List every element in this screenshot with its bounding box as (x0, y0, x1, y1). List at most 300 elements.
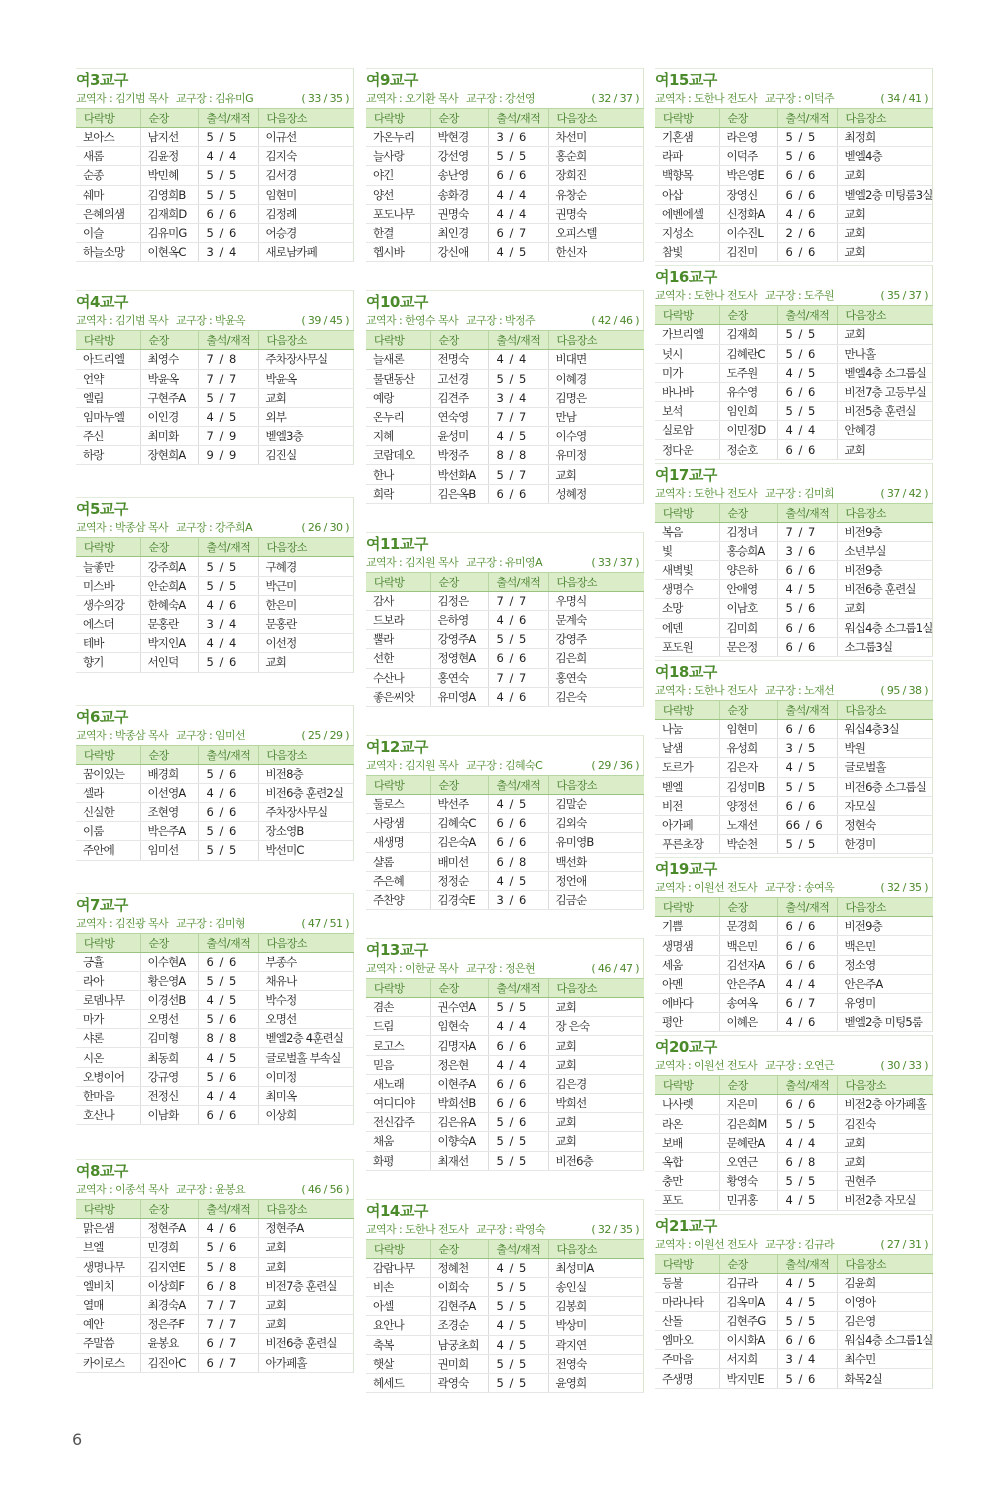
attendance: 6 / 6 (198, 1106, 258, 1125)
attendance: 5 / 5 (777, 835, 837, 854)
attendance: 6 / 8 (488, 852, 548, 871)
district-block (655, 265, 933, 459)
group-leader: 김경숙E (430, 890, 488, 909)
group-leader: 김정녀 (719, 522, 777, 541)
leader-label: 교구장 : 도주원 (765, 289, 835, 303)
group-leader: 강신애 (430, 243, 488, 262)
next-place: 주차장사무실 (258, 350, 354, 369)
attendance-count: ( 34 / 41 ) (880, 92, 928, 105)
pastor-label: 교역자 : 이원선 전도사 (655, 1059, 758, 1073)
next-place: 성혜정 (548, 484, 644, 503)
district-info (76, 727, 353, 745)
table-row (655, 719, 933, 738)
group-name: 둘로스 (366, 794, 430, 813)
group-name: 벧엘 (655, 777, 719, 796)
next-place: 교회 (837, 223, 933, 242)
district-title: 여6교구 (76, 705, 353, 727)
group-name: 정다운 (655, 440, 719, 459)
table-header-row (366, 979, 644, 998)
attendance: 7 / 7 (198, 1315, 258, 1334)
table-row (366, 388, 644, 407)
group-name: 주안에 (76, 841, 140, 860)
next-place: 정현숙 (837, 815, 933, 834)
next-place: 벧엘2층 미팅5룸 (837, 1013, 933, 1032)
attendance: 6 / 6 (777, 1095, 837, 1114)
attendance-count: ( 26 / 30 ) (301, 521, 349, 535)
district-info (76, 90, 353, 108)
leader-label: 교구장 : 김유미G (176, 92, 253, 105)
leader-label: 교구장 : 유미영A (466, 555, 542, 569)
attendance: 6 / 6 (777, 936, 837, 955)
pastor-label: 교역자 : 이종석 목사 (76, 1183, 169, 1197)
next-place: 비전8층 (258, 764, 354, 783)
table-row (655, 955, 933, 974)
table-row (655, 363, 933, 382)
group-leader: 조현영 (140, 802, 198, 821)
next-place: 구혜경 (258, 557, 354, 576)
attendance: 4 / 4 (488, 1055, 548, 1074)
group-leader: 안순희A (140, 576, 198, 595)
header-attendance: 출석/재적 (777, 503, 837, 522)
table-row (366, 427, 644, 446)
group-leader: 남궁초희 (430, 1335, 488, 1354)
next-place: 김은희 (548, 649, 644, 668)
group-name: 하랑 (76, 446, 140, 465)
next-place: 이영아 (837, 1292, 933, 1311)
group-leader: 송여옥 (719, 994, 777, 1013)
next-place: 비전2층 자모실 (837, 1191, 933, 1210)
attendance-count: ( 29 / 36 ) (591, 758, 639, 772)
group-name: 전신갑주 (366, 1113, 430, 1132)
group-leader: 정은현 (430, 1055, 488, 1074)
attendance: 6 / 6 (777, 917, 837, 936)
table-row (366, 1316, 644, 1335)
attendance: 3 / 6 (488, 890, 548, 909)
group-leader: 이남호 (719, 599, 777, 618)
table-row (76, 634, 354, 653)
group-name: 엘비치 (76, 1276, 140, 1295)
table-row (366, 128, 644, 147)
group-name: 백향목 (655, 166, 719, 185)
group-leader: 송화경 (430, 185, 488, 204)
next-place: 김봉희 (548, 1297, 644, 1316)
group-name: 보아스 (76, 128, 140, 147)
table-row (655, 1331, 933, 1350)
header-leader: 순장 (430, 1239, 488, 1258)
next-place: 교회 (837, 599, 933, 618)
district-title: 여13교구 (366, 938, 643, 960)
next-place: 장소영B (258, 822, 354, 841)
attendance: 5 / 5 (777, 777, 837, 796)
table-header-row (366, 331, 644, 350)
district-block (366, 532, 644, 707)
group-name: 감사 (366, 591, 430, 610)
header-attendance: 출석/재적 (488, 109, 548, 128)
next-place: 교회 (258, 653, 354, 672)
next-place: 주차장사무실 (258, 802, 354, 821)
attendance: 5 / 6 (198, 223, 258, 242)
district-title: 여8교구 (76, 1159, 353, 1181)
table-row (655, 402, 933, 421)
group-name: 주신 (76, 427, 140, 446)
table-header-row (366, 109, 644, 128)
group-leader: 김혜숙C (430, 814, 488, 833)
attendance: 4 / 4 (198, 634, 258, 653)
district-title: 여16교구 (655, 265, 932, 287)
next-place: 송인실 (548, 1277, 644, 1296)
table-row (76, 1334, 354, 1353)
attendance: 4 / 6 (198, 1219, 258, 1238)
leader-label: 교구장 : 노재선 (765, 683, 835, 697)
group-table (76, 537, 354, 672)
table-row (366, 185, 644, 204)
group-table (655, 108, 933, 262)
header-next-place: 다음장소 (837, 898, 933, 917)
table-row (655, 382, 933, 401)
table-row (655, 1350, 933, 1369)
attendance: 6 / 6 (488, 484, 548, 503)
group-name: 포도원 (655, 637, 719, 656)
header-group: 다락방 (366, 1239, 430, 1258)
attendance-count: ( 42 / 46 ) (591, 314, 639, 328)
group-table (655, 1075, 933, 1210)
group-leader: 윤봉요 (140, 1334, 198, 1353)
column-right (655, 68, 933, 1389)
table-row (76, 1010, 354, 1029)
next-place: 한신자 (548, 243, 644, 262)
group-leader: 이민정D (719, 421, 777, 440)
attendance: 3 / 6 (488, 128, 548, 147)
attendance-count: ( 33 / 35 ) (301, 92, 349, 105)
group-name: 열매 (76, 1295, 140, 1314)
group-leader: 임인희 (719, 402, 777, 421)
group-table (366, 572, 644, 707)
district-block (76, 290, 354, 465)
attendance: 4 / 5 (777, 1292, 837, 1311)
attendance: 4 / 5 (777, 758, 837, 777)
next-place: 글로벌홀 부속실 (258, 1048, 354, 1067)
table-row (655, 421, 933, 440)
header-attendance: 출석/재적 (777, 1076, 837, 1095)
pastor-label: 교역자 : 김지원 목사 (366, 555, 459, 569)
table-row (366, 1354, 644, 1373)
district-info (76, 915, 353, 933)
group-leader: 이선영A (140, 783, 198, 802)
attendance: 6 / 6 (488, 814, 548, 833)
attendance: 4 / 4 (198, 1086, 258, 1105)
district-info (76, 1181, 353, 1199)
attendance: 5 / 5 (198, 185, 258, 204)
group-name: 주찬양 (366, 890, 430, 909)
next-place: 박윤옥 (258, 369, 354, 388)
next-place: 오명선 (258, 1010, 354, 1029)
group-leader: 도주원 (719, 363, 777, 382)
group-name: 미스바 (76, 576, 140, 595)
table-row (366, 591, 644, 610)
attendance: 4 / 6 (488, 687, 548, 706)
group-name: 라온 (655, 1114, 719, 1133)
table-row (76, 802, 354, 821)
next-place: 이상희 (258, 1106, 354, 1125)
attendance: 5 / 5 (198, 166, 258, 185)
attendance: 6 / 6 (198, 952, 258, 971)
attendance: 4 / 5 (198, 1048, 258, 1067)
attendance-count: ( 32 / 35 ) (880, 881, 928, 895)
table-row (655, 1191, 933, 1210)
attendance: 5 / 6 (198, 653, 258, 672)
table-row (76, 1029, 354, 1048)
next-place: 글로벌홀 (837, 758, 933, 777)
group-leader: 고선경 (430, 369, 488, 388)
pastor-label: 교역자 : 도한나 전도사 (655, 92, 758, 105)
table-row (76, 1276, 354, 1295)
table-row (366, 243, 644, 262)
table-row (655, 344, 933, 363)
table-row (76, 1257, 354, 1276)
group-leader: 유미영A (430, 687, 488, 706)
group-leader: 김유미G (140, 223, 198, 242)
group-name: 맑은샘 (76, 1219, 140, 1238)
group-leader: 김재희D (140, 204, 198, 223)
group-leader: 박은영E (719, 166, 777, 185)
table-row (655, 637, 933, 656)
table-row (76, 1048, 354, 1067)
pastor-label: 교역자 : 박종삼 목사 (76, 728, 169, 742)
header-group: 다락방 (76, 1200, 140, 1219)
group-name: 임마누엘 (76, 407, 140, 426)
table-row (366, 649, 644, 668)
next-place: 부종수 (258, 952, 354, 971)
attendance: 5 / 6 (198, 1067, 258, 1086)
next-place: 전영숙 (548, 1354, 644, 1373)
next-place: 교회 (837, 325, 933, 344)
leader-label: 교구장 : 김미형 (176, 916, 246, 930)
district-block (655, 68, 933, 262)
header-next-place: 다음장소 (258, 109, 354, 128)
group-leader: 황영숙 (719, 1172, 777, 1191)
attendance-count: ( 33 / 37 ) (591, 555, 639, 569)
group-leader: 김현주G (719, 1311, 777, 1330)
attendance: 5 / 5 (777, 128, 837, 147)
table-row (655, 835, 933, 854)
next-place: 교회 (258, 388, 354, 407)
next-place: 워십4층 소그룹1실 (837, 618, 933, 637)
attendance-count: ( 32 / 35 ) (591, 1222, 639, 1236)
next-place: 김은경 (548, 1074, 644, 1093)
group-table (366, 775, 644, 910)
table-row (76, 1353, 354, 1372)
table-row (76, 783, 354, 802)
attendance: 4 / 6 (198, 783, 258, 802)
attendance: 5 / 5 (198, 557, 258, 576)
attendance: 4 / 6 (488, 611, 548, 630)
attendance: 6 / 6 (488, 833, 548, 852)
attendance: 4 / 5 (198, 407, 258, 426)
group-leader: 송난영 (430, 166, 488, 185)
table-row (655, 522, 933, 541)
next-place: 비전6층 훈련실 (837, 580, 933, 599)
attendance: 6 / 7 (198, 1353, 258, 1372)
group-name: 물댄동산 (366, 369, 430, 388)
group-leader: 정정순 (430, 871, 488, 890)
next-place: 권현주 (837, 1172, 933, 1191)
group-name: 로고스 (366, 1036, 430, 1055)
table-row (76, 243, 354, 262)
next-place: 교회 (258, 1315, 354, 1334)
attendance: 3 / 6 (777, 541, 837, 560)
table-row (366, 1094, 644, 1113)
header-group: 다락방 (76, 745, 140, 764)
next-place: 교회 (837, 440, 933, 459)
next-place: 벧엘3층 (258, 427, 354, 446)
attendance: 3 / 4 (198, 615, 258, 634)
header-attendance: 출석/재적 (488, 1239, 548, 1258)
district-block (655, 1214, 933, 1389)
group-name: 마라나타 (655, 1292, 719, 1311)
next-place: 김윤희 (837, 1273, 933, 1292)
district-block (655, 463, 933, 657)
group-name: 새노래 (366, 1074, 430, 1093)
group-leader: 권수연A (430, 998, 488, 1017)
next-place: 이규선 (258, 128, 354, 147)
group-leader: 민경희 (140, 1238, 198, 1257)
district-info (655, 287, 932, 305)
group-table (76, 745, 354, 861)
group-leader: 정순호 (719, 440, 777, 459)
table-row (76, 1238, 354, 1257)
header-group: 다락방 (76, 331, 140, 350)
table-row (655, 1369, 933, 1388)
group-name: 요안나 (366, 1316, 430, 1335)
group-name: 라아 (76, 971, 140, 990)
table-row (366, 350, 644, 369)
group-name: 새생명 (366, 833, 430, 852)
group-leader: 오연근 (719, 1152, 777, 1171)
group-leader: 박선주 (430, 794, 488, 813)
pastor-label: 교역자 : 김진광 목사 (76, 916, 169, 930)
header-attendance: 출석/재적 (488, 979, 548, 998)
group-leader: 이수현A (140, 952, 198, 971)
next-place: 곽지연 (548, 1335, 644, 1354)
group-leader: 은하영 (430, 611, 488, 630)
attendance-count: ( 30 / 33 ) (880, 1059, 928, 1073)
table-header-row (655, 503, 933, 522)
group-name: 에스더 (76, 615, 140, 634)
group-name: 바나바 (655, 382, 719, 401)
table-row (655, 1273, 933, 1292)
leader-label: 교구장 : 강선영 (466, 92, 536, 105)
group-leader: 김옥미A (719, 1292, 777, 1311)
group-name: 시온 (76, 1048, 140, 1067)
group-table (76, 1199, 354, 1373)
group-leader: 문은정 (719, 637, 777, 656)
next-place: 윤영희 (548, 1373, 644, 1392)
next-place: 자모실 (837, 796, 933, 815)
next-place: 비전6층 훈련실 (258, 1334, 354, 1353)
attendance: 5 / 5 (777, 1311, 837, 1330)
table-row (655, 917, 933, 936)
attendance: 6 / 6 (488, 1094, 548, 1113)
next-place: 최정희 (837, 128, 933, 147)
table-row (366, 833, 644, 852)
attendance: 5 / 5 (198, 971, 258, 990)
group-leader: 임미선 (140, 841, 198, 860)
attendance: 6 / 7 (198, 1334, 258, 1353)
header-leader: 순장 (140, 109, 198, 128)
leader-label: 교구장 : 박정주 (466, 314, 536, 328)
group-leader: 장현희A (140, 446, 198, 465)
district-block (76, 68, 354, 262)
group-name: 언약 (76, 369, 140, 388)
district-info (655, 1236, 932, 1254)
table-row (76, 204, 354, 223)
table-row (76, 1067, 354, 1086)
table-row (366, 611, 644, 630)
attendance-count: ( 46 / 47 ) (591, 962, 639, 976)
group-leader: 김윤정 (140, 147, 198, 166)
pastor-label: 교역자 : 이원선 전도사 (655, 1237, 758, 1251)
header-next-place: 다음장소 (258, 745, 354, 764)
group-name: 주마음 (655, 1350, 719, 1369)
table-row (366, 1335, 644, 1354)
district-title: 여5교구 (76, 497, 353, 519)
group-name: 좋은씨앗 (366, 687, 430, 706)
attendance: 5 / 5 (198, 128, 258, 147)
leader-label: 교구장 : 김규라 (765, 1237, 835, 1251)
district-block (655, 660, 933, 854)
next-place: 홍연숙 (548, 668, 644, 687)
group-leader: 오명선 (140, 1010, 198, 1029)
table-header-row (76, 109, 354, 128)
table-row (366, 369, 644, 388)
attendance: 4 / 5 (488, 1335, 548, 1354)
next-place: 교회 (837, 243, 933, 262)
attendance: 5 / 6 (777, 1369, 837, 1388)
table-row (366, 630, 644, 649)
table-row (366, 484, 644, 503)
next-place: 한경미 (837, 835, 933, 854)
table-row (76, 185, 354, 204)
district-block (366, 1199, 644, 1393)
group-leader: 문경희 (719, 917, 777, 936)
attendance: 3 / 4 (777, 1350, 837, 1369)
next-place: 외부 (258, 407, 354, 426)
next-place: 박희선 (548, 1094, 644, 1113)
group-name: 지혜 (366, 427, 430, 446)
header-group: 다락방 (366, 572, 430, 591)
header-leader: 순장 (719, 306, 777, 325)
group-name: 라파 (655, 147, 719, 166)
table-row (655, 1292, 933, 1311)
group-leader: 박희선B (430, 1094, 488, 1113)
group-name: 아가페 (655, 815, 719, 834)
district-title: 여11교구 (366, 532, 643, 554)
group-leader: 권미희 (430, 1354, 488, 1373)
attendance: 5 / 5 (488, 1151, 548, 1170)
district-title: 여4교구 (76, 290, 353, 312)
table-row (76, 576, 354, 595)
group-leader: 이경선B (140, 990, 198, 1009)
attendance: 4 / 5 (488, 243, 548, 262)
group-leader: 이상희F (140, 1276, 198, 1295)
leader-label: 교구장 : 오연근 (765, 1059, 835, 1073)
next-place: 비대면 (548, 350, 644, 369)
table-row (366, 998, 644, 1017)
attendance: 5 / 5 (198, 841, 258, 860)
table-row (76, 446, 354, 465)
attendance: 5 / 5 (198, 576, 258, 595)
table-row (366, 1373, 644, 1392)
